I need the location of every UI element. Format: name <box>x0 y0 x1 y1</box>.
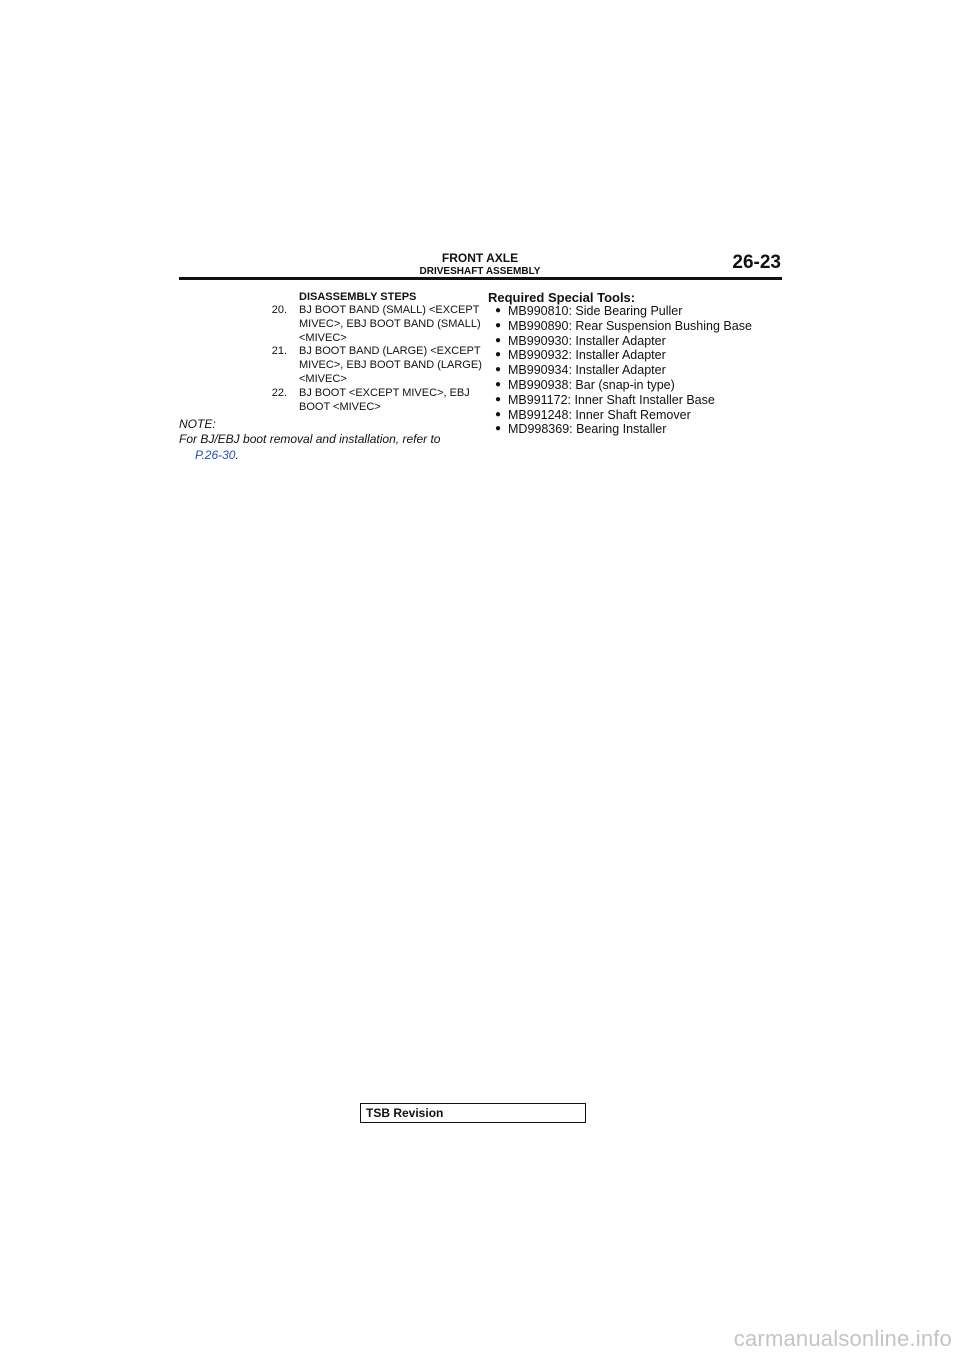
tool-text: MB990934: Installer Adapter <box>508 363 666 378</box>
tool-item <box>495 393 785 408</box>
tool-text: MB991172: Inner Shaft Installer Base <box>508 392 715 407</box>
note-label: NOTE: <box>179 417 216 431</box>
section-title: FRONT AXLE <box>441 251 519 265</box>
note-suffix: . <box>235 448 239 462</box>
tsb-revision-label: TSB Revision <box>366 1106 444 1120</box>
tool-item <box>495 422 785 437</box>
bullet-icon: ● <box>495 393 502 405</box>
tool-text: MD998369: Bearing Installer <box>508 422 667 437</box>
section-subtitle: DRIVESHAFT ASSEMBLY <box>419 266 541 277</box>
tool-text: MB991248: Inner Shaft Remover <box>508 407 691 422</box>
step-item <box>258 304 483 345</box>
tool-item <box>495 334 785 349</box>
bullet-icon: ● <box>495 378 502 390</box>
tools-list <box>495 304 785 437</box>
tool-item <box>495 348 785 363</box>
note-text: For BJ/EBJ boot removal and installation, refer to <box>179 432 441 446</box>
tools-heading: Required Special Tools: <box>488 290 636 305</box>
tool-text: MB990932: Installer Adapter <box>508 348 666 363</box>
tool-text: MB990930: Installer Adapter <box>508 333 666 348</box>
page-number: 26-23 <box>732 252 781 273</box>
tool-item <box>495 319 785 334</box>
tool-text: MB990890: Rear Suspension Bushing Base <box>508 318 752 333</box>
step-number: 21. <box>271 345 287 358</box>
step-item <box>258 387 483 415</box>
tool-item <box>495 378 785 393</box>
step-number: 20. <box>271 304 287 316</box>
site-watermark: carmanualsonline.info <box>733 1326 952 1351</box>
step-item <box>258 345 483 386</box>
bullet-icon: ● <box>495 305 502 316</box>
bullet-icon: ● <box>495 334 502 346</box>
bullet-icon: ● <box>495 364 502 376</box>
steps-heading: DISASSEMBLY STEPS <box>299 291 417 303</box>
step-text: BJ BOOT BAND (LARGE) <EXCEPT MIVEC>, EBJ BOOT BAND (LARGE) <MIVEC> <box>299 345 482 385</box>
tool-text: MB990938: Bar (snap-in type) <box>508 377 675 392</box>
tool-item <box>495 363 785 378</box>
bullet-icon: ● <box>495 319 502 331</box>
step-text: BJ BOOT BAND (SMALL) <EXCEPT MIVEC>, EBJ BOOT BAND (SMALL) <MIVEC> <box>299 304 481 344</box>
tool-text: MB990810: Side Bearing Puller <box>508 304 683 318</box>
step-text: BJ BOOT <EXCEPT MIVEC>, EBJ BOOT <MIVEC> <box>299 386 470 413</box>
tool-item <box>495 408 785 423</box>
page-reference-link[interactable]: P.26-30 <box>195 448 236 462</box>
tsb-revision-box <box>360 1103 586 1123</box>
steps-list <box>258 304 483 414</box>
step-number: 22. <box>271 386 287 399</box>
header-divider <box>179 277 782 280</box>
bullet-icon: ● <box>495 408 502 420</box>
bullet-icon: ● <box>495 349 502 361</box>
bullet-icon: ● <box>495 423 502 435</box>
tool-item <box>495 304 785 319</box>
note-body <box>179 431 479 463</box>
